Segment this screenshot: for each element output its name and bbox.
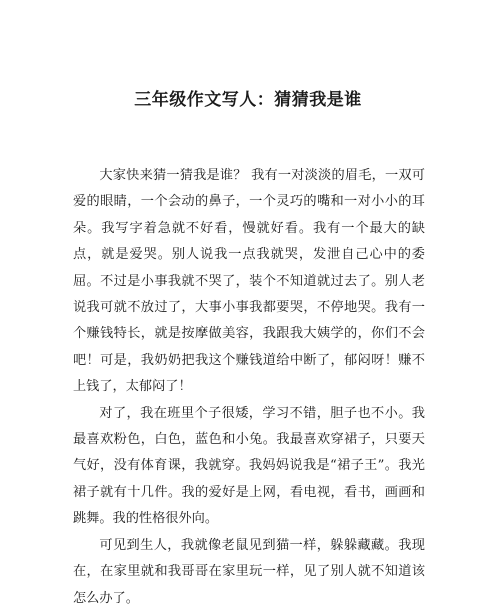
document-body (73, 163, 425, 612)
paragraph-1: 大家快来猜一猜我是谁？ 我有一对淡淡的眉毛，一双可爱的眼睛，一个会动的鼻子，一个灵巧的嘴和一对小小的耳朵。我写字着急就不好看，慢就好看。我有一个最大的缺点，就是爱哭。别人说我一点我就哭，发泄自己心中的委屈。不过是小事我就不哭了，装个不知道就过去了。别人老说我可就不放过了，大事小事我都要哭，不停地哭。我有一个赚钱特长，就是按摩做美容，我跟我大姨学的，你们不会吧！可是，我奶奶把我这个赚钱道给中断了，郁闷呀！赚不上钱了，太郁闷了！ (73, 168, 425, 395)
document-title: 三年级作文写人：猜猜我是谁 (134, 90, 362, 110)
paragraph-3: 可见到生人，我就像老鼠见到猫一样，躲躲藏藏。我现在，在家里就和我哥哥在家里玩一样，见了别人就不知道该怎么办了。 (73, 537, 425, 606)
paragraph-2: 对了，我在班里个子很矮，学习不错，胆子也不小。我最喜欢粉色，白色，蓝色和小兔。我最喜欢穿裙子，只要天气好，没有体育课，我就穿。我妈妈说我是“裙子王”。我光裙子就有十几件。我的爱好是上网，看电视，看书，画画和跳舞。我的性格很外向。 (73, 405, 425, 527)
